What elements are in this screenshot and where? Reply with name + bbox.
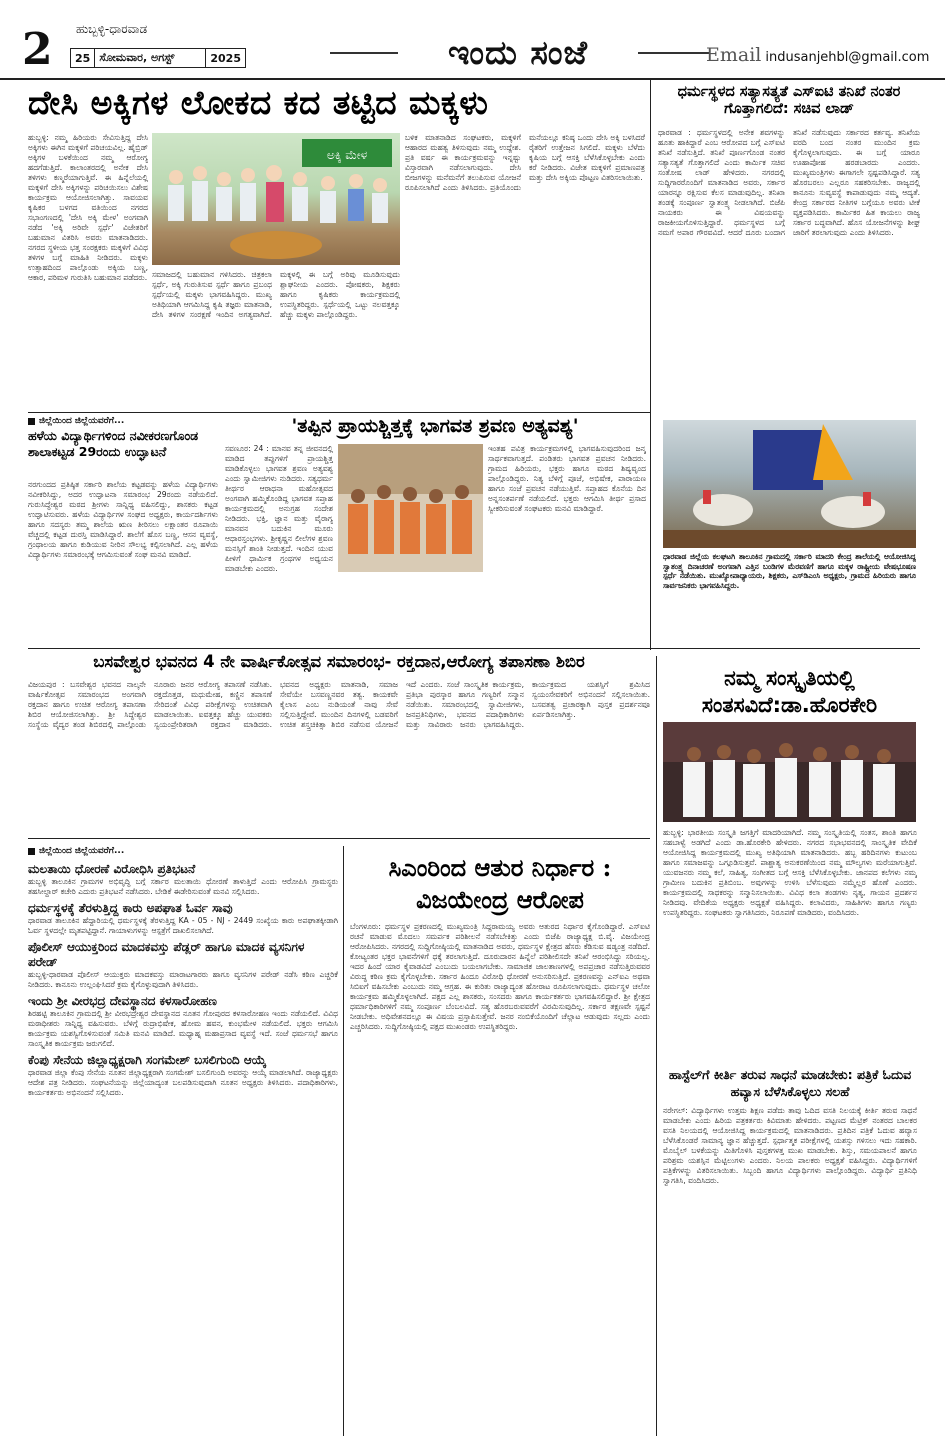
bhagavata-headline: 'ತಪ್ಪಿನ ಪ್ರಾಯಶ್ಚಿತ್ತಕ್ಕೆ ಭಾಗವತ ಶ್ರವಣ ಅತ್ಯವಶ್ಯ' [291, 415, 579, 437]
brief-body: ಶಿರಹಟ್ಟಿ ತಾಲೂಕಿನ ಗ್ರಾಮದಲ್ಲಿ ಶ್ರೀ ವೀರಭದ್ರೇಶ್ವರ ದೇವಸ್ಥಾನದ ನೂತನ ಗೋಪುರದ ಕಳಸಾರೋಹಣ ಇಂದು ನಡೆಯಲಿದೆ. ವಿವಿಧ ಮಠಾಧೀಶರು ಸಾನ್ನಿಧ್ಯ ವಹಿಸುವರು. ಬೆಳಿಗ್ಗೆ ರುದ್ರಾಭಿಷೇಕ, ಹೋಮ ಹವನ, ಕುಂಭಮೇಳ ನಡೆಯಲಿದೆ. ಭಕ್ತರು ಆಗಮಿಸಿ ಕಾರ್ಯಕ್ರಮ ಯಶಸ್ವಿಗೊಳಿಸುವಂತೆ ಸಮಿತಿ ಮನವಿ ಮಾಡಿದೆ. ಮಧ್ಯಾಹ್ನ ಮಹಾಪ್ರಸಾದ ವ್ಯವಸ್ಥೆ ಇದೆ. ಸಂಜೆ ಧರ್ಮಸಭೆ ಹಾಗೂ ಸಾಂಸ್ಕೃತಿಕ ಕಾರ್ಯಕ್ರಮ ಜರುಗಲಿದೆ. [28, 1009, 338, 1048]
brief-headline: ಪೊಲೀಸ್ ಆಯುಕ್ತರಿಂದ ಮಾದಕವಸ್ತು ಪೆಡ್ಲರ್ ಹಾಗೂ ಮಾದಕ ವ್ಯಸನಿಗಳ ಪರೇಡ್ [28, 940, 305, 969]
section-rule [28, 648, 920, 649]
bullet-icon [28, 848, 35, 855]
basaveshwara-body: ವಿಜಯಪುರ : ಬಸವೇಶ್ವರ ಭವನದ ನಾಲ್ಕನೇ ವಾರ್ಷಿಕೋತ್ಸವ ಸಮಾರಂಭದ ಅಂಗವಾಗಿ ರಕ್ತದಾನ ಹಾಗೂ ಉಚಿತ ಆರೋಗ್ಯ ತಪಾಸಣಾ ಶಿಬಿರ ಆಯೋಜಿಸಲಾಗಿತ್ತು. ಶ್ರೀ ಸಿದ್ಧೇಶ್ವರ ಸಂಸ್ಥೆಯ ವೈದ್ಯರ ತಂಡ ಶಿಬಿರದಲ್ಲಿ ಪಾಲ್ಗೊಂಡು ನೂರಾರು ಜನರ ಆರೋಗ್ಯ ತಪಾಸಣೆ ನಡೆಸಿತು. ರಕ್ತದೊತ್ತಡ, ಮಧುಮೇಹ, ಕಣ್ಣಿನ ತಪಾಸಣೆ ಸೇರಿದಂತೆ ವಿವಿಧ ಪರೀಕ್ಷೆಗಳನ್ನು ಉಚಿತವಾಗಿ ಮಾಡಲಾಯಿತು. ಐವತ್ತಕ್ಕೂ ಹೆಚ್ಚು ಯುವಕರು ಸ್ವಯಂಪ್ರೇರಿತರಾಗಿ ರಕ್ತದಾನ ಮಾಡಿದರು. ಭವನದ ಅಧ್ಯಕ್ಷರು ಮಾತನಾಡಿ, ಸಮಾಜ ಸೇವೆಯೇ ಬಸವಣ್ಣನವರ ತತ್ವ. ಕಾಯಕವೇ ಕೈಲಾಸ ಎಂಬ ನುಡಿಯಂತೆ ನಾವು ಸೇವೆ ಸಲ್ಲಿಸುತ್ತಿದ್ದೇವೆ. ಮುಂದಿನ ದಿನಗಳಲ್ಲಿ ಬಡವರಿಗೆ ಉಚಿತ ಶಸ್ತ್ರಚಿಕಿತ್ಸಾ ಶಿಬಿರ ನಡೆಸುವ ಯೋಜನೆ ಇದೆ ಎಂದರು. ಸಂಜೆ ಸಾಂಸ್ಕೃತಿಕ ಕಾರ್ಯಕ್ರಮ, ಪ್ರತಿಭಾ ಪುರಸ್ಕಾರ ಹಾಗೂ ಗಣ್ಯರಿಗೆ ಸನ್ಮಾನ ನಡೆಯಿತು. ಸಮಾರಂಭದಲ್ಲಿ ಸ್ವಾಮೀಜಿಗಳು, ಜನಪ್ರತಿನಿಧಿಗಳು, ಭವನದ ಪದಾಧಿಕಾರಿಗಳು ಮತ್ತು ಸಾವಿರಾರು ಜನರು ಭಾಗವಹಿಸಿದ್ದರು. ಕಾರ್ಯಕ್ರಮದ ಯಶಸ್ಸಿಗೆ ಶ್ರಮಿಸಿದ ಸ್ವಯಂಸೇವಕರಿಗೆ ಅಭಿನಂದನೆ ಸಲ್ಲಿಸಲಾಯಿತು. ಬಸವತತ್ವ ಪ್ರಚಾರಕ್ಕಾಗಿ ಪುಸ್ತಕ ಪ್ರದರ್ಶನವೂ ಏರ್ಪಡಿಸಲಾಗಿತ್ತು. [28, 680, 650, 729]
date-year: 2025 [205, 49, 245, 67]
paper-name: ಇಂದು ಸಂಜೆ [447, 33, 588, 72]
banner-text: ಅಕ್ಕಿ ಮೇಳ [326, 148, 368, 162]
column-divider [343, 846, 344, 1436]
brief-body: ಹುಬ್ಬಳ್ಳಿ-ಧಾರವಾಡ ಪೊಲೀಸ್ ಆಯುಕ್ತರು ಮಾದಕವಸ್ತು ಮಾರಾಟಗಾರರು ಹಾಗೂ ವ್ಯಸನಿಗಳ ಪರೇಡ್ ನಡೆಸಿ ಕಠಿಣ ಎಚ್ಚರಿಕೆ ನೀಡಿದರು. ಕಾನೂನು ಉಲ್ಲಂಘಿಸಿದರೆ ಕ್ರಮ ಕೈಗೊಳ್ಳುವುದಾಗಿ ತಿಳಿಸಿದರು. [28, 970, 338, 989]
section-label: ಜಿಲ್ಲೆಯಿಂದ ಜಿಲ್ಲೆಯವರೆಗೆ... [39, 846, 125, 856]
email-address[interactable]: indusanjehbl@gmail.com [765, 50, 930, 65]
date-week-month: ಸೋಮವಾರ, ಅಗಸ್ಟ್ [99, 51, 175, 64]
masthead [0, 0, 945, 80]
school-headline: ಹಳೆಯ ವಿದ್ಯಾರ್ಥಿಗಳಿಂದ ನವೀಕರಣಗೊಂಡ ಶಾಲಾಕಟ್ಟಡ 29ರಂದು ಉದ್ಘಾಟನೆ [28, 428, 199, 459]
date-day: 25 [71, 49, 95, 67]
brief-item [28, 862, 338, 897]
brief-body: ಹುಬ್ಬಳ್ಳಿ ತಾಲೂಕಿನ ಗ್ರಾಮಗಳ ಅಭಿವೃದ್ಧಿ ಬಗ್ಗೆ ಸರ್ಕಾರ ಮಲತಾಯಿ ಧೋರಣೆ ತಾಳುತ್ತಿದೆ ಎಂದು ಆರೋಪಿಸಿ ಗ್ರಾಮಸ್ಥರು ತಹಸೀಲ್ದಾರ್ ಕಚೇರಿ ಎದುರು ಪ್ರತಿಭಟನೆ ನಡೆಸಿದರು. ಬೇಡಿಕೆ ಈಡೇರಿಸುವಂತೆ ಮನವಿ ಸಲ್ಲಿಸಿದರು. [28, 877, 338, 896]
brief-item [28, 994, 338, 1049]
edition-city: ಹುಬ್ಬಳ್ಳಿ-ಧಾರವಾಡ [76, 22, 148, 36]
email-label: Email [706, 44, 762, 66]
brief-item [28, 901, 338, 936]
ox-cart-photo [663, 420, 916, 548]
cm-body: ಬೆಂಗಳೂರು: ಧರ್ಮಸ್ಥಳ ಪ್ರಕರಣದಲ್ಲಿ ಮುಖ್ಯಮಂತ್ರಿ ಸಿದ್ದರಾಮಯ್ಯ ಅವರು ಆತುರದ ನಿರ್ಧಾರ ಕೈಗೊಂಡಿದ್ದಾರೆ. ಎಸ್‌ಐಟಿ ರಚನೆ ಮಾಡುವ ಮೊದಲು ಸಮರ್ಪಕ ಪರಿಶೀಲನೆ ನಡೆಸಬೇಕಿತ್ತು ಎಂದು ಬಿಜೆಪಿ ರಾಜ್ಯಾಧ್ಯಕ್ಷ ಬಿ.ವೈ. ವಿಜಯೇಂದ್ರ ಆರೋಪಿಸಿದರು. ನಗರದಲ್ಲಿ ಸುದ್ದಿಗೋಷ್ಠಿಯಲ್ಲಿ ಮಾತನಾಡಿದ ಅವರು, ಧರ್ಮಸ್ಥಳ ಕ್ಷೇತ್ರದ ಹೆಸರು ಕೆಡಿಸುವ ಷಡ್ಯಂತ್ರ ನಡೆದಿದೆ. ಕೋಟ್ಯಂತರ ಭಕ್ತರ ಭಾವನೆಗಳಿಗೆ ಧಕ್ಕೆ ತರಲಾಗುತ್ತಿದೆ. ದೂರುದಾರನ ಹಿನ್ನೆಲೆ ಪರಿಶೀಲಿಸದೇ ತನಿಖೆ ಆರಂಭಿಸಿದ್ದು ಸರಿಯಲ್ಲ. ಇದರ ಹಿಂದೆ ಯಾರ ಕೈವಾಡವಿದೆ ಎಂಬುದು ಬಯಲಾಗಬೇಕು. ಸಾಮಾಜಿಕ ಜಾಲತಾಣಗಳಲ್ಲಿ ಅಪಪ್ರಚಾರ ನಡೆಸುತ್ತಿರುವವರ ವಿರುದ್ಧ ಕಠಿಣ ಕ್ರಮ ಕೈಗೊಳ್ಳಬೇಕು. ಸರ್ಕಾರ ಹಿಂದೂ ವಿರೋಧಿ ಧೋರಣೆ ಅನುಸರಿಸುತ್ತಿದೆ. ಪ್ರಕರಣವನ್ನು ಎನ್‌ಐಎ ಅಥವಾ ಸಿಬಿಐಗೆ ವಹಿಸಬೇಕು ಎಂಬುದು ನಮ್ಮ ಆಗ್ರಹ. ಈ ಕುರಿತು ರಾಜ್ಯಾದ್ಯಂತ ಹೋರಾಟ ರೂಪಿಸಲಾಗುವುದು. ಧರ್ಮಸ್ಥಳ ಚಲೋ ಕಾರ್ಯಕ್ರಮ ಹಮ್ಮಿಕೊಳ್ಳಲಾಗಿದೆ. ಪಕ್ಷದ ಎಲ್ಲ ಶಾಸಕರು, ಸಂಸದರು ಹಾಗೂ ಕಾರ್ಯಕರ್ತರು ಭಾಗವಹಿಸಲಿದ್ದಾರೆ. ಶ್ರೀ ಕ್ಷೇತ್ರದ ಧರ್ಮಾಧಿಕಾರಿಗಳಿಗೆ ನಮ್ಮ ಸಂಪೂರ್ಣ ಬೆಂಬಲವಿದೆ. ಸತ್ಯ ಹೊರಬರುವವರೆಗೆ ವಿರಮಿಸುವುದಿಲ್ಲ. ಸರ್ಕಾರ ತಕ್ಷಣವೇ ಸ್ಪಷ್ಟನೆ ನೀಡಬೇಕು. ಅಧಿವೇಶನದಲ್ಲೂ ಈ ವಿಷಯ ಪ್ರಸ್ತಾಪಿಸುತ್ತೇವೆ. ಜನರ ನಂಬಿಕೆಯೊಂದಿಗೆ ಚೆಲ್ಲಾಟ ಆಡುವುದು ಸಲ್ಲದು ಎಂದು ಎಚ್ಚರಿಸಿದರು. ಸುದ್ದಿಗೋಷ್ಠಿಯಲ್ಲಿ ಪಕ್ಷದ ಮುಖಂಡರು ಉಪಸ್ಥಿತರಿದ್ದರು. [350, 922, 650, 1031]
school-section-tag [28, 416, 124, 426]
ox-cart-caption: ಧಾರವಾಡ ಜಿಲ್ಲೆಯ ಕಲಘಟಗಿ ತಾಲೂಕಿನ ಗ್ರಾಮದಲ್ಲಿ ಸರ್ಕಾರಿ ಮಾದರಿ ಕೇಂದ್ರ ಶಾಲೆಯಲ್ಲಿ ಆಯೋಜಿಸಿದ್ದ ಸ್ವಾತಂತ್ರ್ಯ ದಿನಾಚರಣೆ ಅಂಗವಾಗಿ ಎತ್ತಿನ ಬಂಡಿಗಳ ಮೆರವಣಿಗೆ ಹಾಗೂ ಮಕ್ಕಳ ರಾಷ್ಟ್ರೀಯ ವೇಷಭೂಷಣ ಸ್ಪರ್ಧೆ ನಡೆಯಿತು. ಮುಖ್ಯೋಪಾಧ್ಯಾಯರು, ಶಿಕ್ಷಕರು, ಎಸ್‌ಡಿಎಂಸಿ ಅಧ್ಯಕ್ಷರು, ಗ್ರಾಮದ ಹಿರಿಯರು ಹಾಗೂ ಸಾರ್ವಜನಿಕರು ಭಾಗವಹಿಸಿದ್ದರು. [663, 552, 916, 590]
brief-headline: ಕೆಂಪು ಸೇನೆಯ ಜಿಲ್ಲಾಧ್ಯಕ್ಷರಾಗಿ ಸಂಗಮೇಶ್ ಬಸಲಿಗುಂದಿ ಆಯ್ಕೆ [28, 1053, 267, 1067]
brief-headline: ಧರ್ಮಸ್ಥಳಕ್ಕೆ ತೆರಳುತ್ತಿದ್ದ ಕಾರು ಅಪಘಾತ ಓರ್ವ ಸಾವು [28, 901, 233, 915]
hostel-headline: ಹಾಸ್ಟೆಲ್‌ಗೆ ಕೀರ್ತಿ ತರುವ ಸಾಧನೆ ಮಾಡಬೇಕು: ಪತ್ರಿಕೆ ಓದುವ ಹವ್ಯಾಸ ಬೆಳೆಸಿಕೊಳ್ಳಲು ಸಲಹೆ [668, 1067, 912, 1099]
bhagavata-photo [338, 444, 483, 572]
culture-photo [663, 722, 916, 822]
main-body-mid: ಸಮಾಜದಲ್ಲಿ ಬಹುಮಾನ ಗಳಿಸಿದರು. ಚಿತ್ರಕಲಾ ಸ್ಪರ್ಧೆ, ಅಕ್ಕಿ ಗುರುತಿಸುವ ಸ್ಪರ್ಧೆ ಹಾಗೂ ಪ್ರಬಂಧ ಸ್ಪರ್ಧೆಯಲ್ಲಿ ಮಕ್ಕಳು ಭಾಗವಹಿಸಿದ್ದರು. ಮುಖ್ಯ ಅತಿಥಿಯಾಗಿ ಆಗಮಿಸಿದ್ದ ಕೃಷಿ ತಜ್ಞರು ಮಾತನಾಡಿ, ದೇಸಿ ತಳಿಗಳ ಸಂರಕ್ಷಣೆ ಇಂದಿನ ಅಗತ್ಯವಾಗಿದೆ. ಮಕ್ಕಳಲ್ಲಿ ಈ ಬಗ್ಗೆ ಅರಿವು ಮೂಡಿಸುವುದು ಶ್ಲಾಘನೀಯ ಎಂದರು. ಪೋಷಕರು, ಶಿಕ್ಷಕರು ಹಾಗೂ ಕೃಷಿಕರು ಕಾರ್ಯಕ್ರಮದಲ್ಲಿ ಉಪಸ್ಥಿತರಿದ್ದರು. ಸ್ಪರ್ಧೆಯಲ್ಲಿ ಒಟ್ಟು ನಲವತ್ತಕ್ಕೂ ಹೆಚ್ಚು ಮಕ್ಕಳು ಪಾಲ್ಗೊಂಡಿದ್ದರು. [152, 270, 400, 319]
brief-body: ಧಾರವಾಡ ಜಿಲ್ಲಾ ಕೆಂಪು ಸೇನೆಯ ನೂತನ ಜಿಲ್ಲಾಧ್ಯಕ್ಷರಾಗಿ ಸಂಗಮೇಶ್ ಬಸಲಿಗುಂದಿ ಅವರನ್ನು ಆಯ್ಕೆ ಮಾಡಲಾಗಿದೆ. ರಾಜ್ಯಾಧ್ಯಕ್ಷರು ಆದೇಶ ಪತ್ರ ನೀಡಿದರು. ಸಂಘಟನೆಯನ್ನು ಜಿಲ್ಲೆಯಾದ್ಯಂತ ಬಲಪಡಿಸುವುದಾಗಿ ನೂತನ ಅಧ್ಯಕ್ಷರು ತಿಳಿಸಿದರು. ಪದಾಧಿಕಾರಿಗಳು, ಕಾರ್ಯಕರ್ತರು ಅಭಿನಂದನೆ ಸಲ್ಲಿಸಿದರು. [28, 1068, 338, 1097]
section-rule [28, 838, 650, 839]
photo-art [152, 133, 400, 265]
photo-art [663, 420, 916, 548]
brief-item [28, 940, 338, 990]
dharmasthala-body: ಧಾರವಾಡ : ಧರ್ಮಸ್ಥಳದಲ್ಲಿ ಅನೇಕ ಶವಗಳನ್ನು ಹೂತು ಹಾಕಿದ್ದಾರೆ ಎಂಬ ಆರೋಪದ ಬಗ್ಗೆ ಎಸ್‌ಐಟಿ ತನಿಖೆ ನಡೆಸುತ್ತಿದೆ. ತನಿಖೆ ಪೂರ್ಣಗೊಂಡ ನಂತರ ಸತ್ಯಾಸತ್ಯತೆ ಗೊತ್ತಾಗಲಿದೆ ಎಂದು ಕಾರ್ಮಿಕ ಸಚಿವ ಸಂತೋಷ ಲಾಡ್ ಹೇಳಿದರು. ನಗರದಲ್ಲಿ ಸುದ್ದಿಗಾರರೊಂದಿಗೆ ಮಾತನಾಡಿದ ಅವರು, ಸರ್ಕಾರ ಯಾರನ್ನೂ ರಕ್ಷಿಸುವ ಕೆಲಸ ಮಾಡುವುದಿಲ್ಲ. ತನಿಖಾ ತಂಡಕ್ಕೆ ಸಂಪೂರ್ಣ ಸ್ವಾತಂತ್ರ್ಯ ನೀಡಲಾಗಿದೆ. ಬಿಜೆಪಿ ನಾಯಕರು ಈ ವಿಷಯವನ್ನು ರಾಜಕೀಯಗೊಳಿಸುತ್ತಿದ್ದಾರೆ. ಧರ್ಮಸ್ಥಳದ ಬಗ್ಗೆ ನಮಗೆ ಅಪಾರ ಗೌರವವಿದೆ. ಆದರೆ ದೂರು ಬಂದಾಗ ತನಿಖೆ ನಡೆಸುವುದು ಸರ್ಕಾರದ ಕರ್ತವ್ಯ. ತನಿಖೆಯ ವರದಿ ಬಂದ ನಂತರ ಮುಂದಿನ ಕ್ರಮ ಕೈಗೊಳ್ಳಲಾಗುವುದು. ಈ ಬಗ್ಗೆ ಯಾರೂ ಊಹಾಪೋಹ ಹರಡಬಾರದು ಎಂದರು. ಮುಖ್ಯಮಂತ್ರಿಗಳು ಈಗಾಗಲೇ ಸ್ಪಷ್ಟಪಡಿಸಿದ್ದಾರೆ. ಸತ್ಯ ಹೊರಬರಲು ಎಲ್ಲರೂ ಸಹಕರಿಸಬೇಕು. ರಾಜ್ಯದಲ್ಲಿ ಕಾನೂನು ಸುವ್ಯವಸ್ಥೆ ಕಾಪಾಡುವುದು ನಮ್ಮ ಆದ್ಯತೆ. ಕೇಂದ್ರ ಸರ್ಕಾರದ ನೀತಿಗಳ ಬಗ್ಗೆಯೂ ಅವರು ಟೀಕೆ ವ್ಯಕ್ತಪಡಿಸಿದರು. ಕಾರ್ಮಿಕರ ಹಿತ ಕಾಯಲು ರಾಜ್ಯ ಸರ್ಕಾರ ಬದ್ಧವಾಗಿದೆ. ಹೊಸ ಯೋಜನೆಗಳನ್ನು ಶೀಘ್ರ ಜಾರಿಗೆ ತರಲಾಗುವುದು ಎಂದು ತಿಳಿಸಿದರು. [658, 128, 920, 237]
hostel-body: ನರೇಗಲ್: ವಿದ್ಯಾರ್ಥಿಗಳು ಉತ್ತಮ ಶಿಕ್ಷಣ ಪಡೆದು ತಾವು ಓದಿದ ವಸತಿ ನಿಲಯಕ್ಕೆ ಕೀರ್ತಿ ತರುವ ಸಾಧನೆ ಮಾಡಬೇಕು ಎಂದು ಹಿರಿಯ ಪತ್ರಕರ್ತರು ಕಿವಿಮಾತು ಹೇಳಿದರು. ಪಟ್ಟಣದ ಮೆಟ್ರಿಕ್ ನಂತರದ ಬಾಲಕರ ವಸತಿ ನಿಲಯದಲ್ಲಿ ಆಯೋಜಿಸಿದ್ದ ಕಾರ್ಯಕ್ರಮದಲ್ಲಿ ಮಾತನಾಡಿದರು. ಪ್ರತಿದಿನ ಪತ್ರಿಕೆ ಓದುವ ಹವ್ಯಾಸ ಬೆಳೆಸಿಕೊಂಡರೆ ಸಾಮಾನ್ಯ ಜ್ಞಾನ ಹೆಚ್ಚುತ್ತದೆ. ಸ್ಪರ್ಧಾತ್ಮಕ ಪರೀಕ್ಷೆಗಳಲ್ಲಿ ಯಶಸ್ಸು ಗಳಿಸಲು ಇದು ಸಹಕಾರಿ. ಮೊಬೈಲ್ ಬಳಕೆಯನ್ನು ಮಿತಿಗೊಳಿಸಿ ಪುಸ್ತಕಗಳತ್ತ ಮುಖ ಮಾಡಬೇಕು. ಶಿಸ್ತು, ಸಮಯಪಾಲನೆ ಹಾಗೂ ಪರಿಶ್ರಮ ಯಶಸ್ಸಿನ ಮೆಟ್ಟಿಲುಗಳು ಎಂದರು. ನಿಲಯ ಪಾಲಕರು ಅಧ್ಯಕ್ಷತೆ ವಹಿಸಿದ್ದರು. ವಿದ್ಯಾರ್ಥಿಗಳಿಗೆ ಪತ್ರಿಕೆಗಳನ್ನು ವಿತರಿಸಲಾಯಿತು. ಸಿಬ್ಬಂದಿ ಹಾಗೂ ವಿದ್ಯಾರ್ಥಿಗಳು ಪಾಲ್ಗೊಂಡಿದ್ದರು. ವಿದ್ಯಾರ್ಥಿ ಪ್ರತಿನಿಧಿ ಸ್ವಾಗತಿಸಿ, ವಂದಿಸಿದರು. [663, 1106, 917, 1185]
bhagavata-body-left: ಸವಣೂರ: 24 : ಮಾನವ ತನ್ನ ಜೀವನದಲ್ಲಿ ಮಾಡಿದ ತಪ್ಪುಗಳಿಗೆ ಪ್ರಾಯಶ್ಚಿತ್ತ ಮಾಡಿಕೊಳ್ಳಲು ಭಾಗವತ ಶ್ರವಣ ಅತ್ಯವಶ್ಯ ಎಂದು ಸ್ವಾಮೀಜಿಗಳು ನುಡಿದರು. ಸತ್ಯಧರ್ಮ ತೀರ್ಥರ ಆರಾಧನಾ ಮಹೋತ್ಸವದ ಅಂಗವಾಗಿ ಹಮ್ಮಿಕೊಂಡಿದ್ದ ಭಾಗವತ ಸಪ್ತಾಹ ಕಾರ್ಯಕ್ರಮದಲ್ಲಿ ಅನುಗ್ರಹ ಸಂದೇಶ ನೀಡಿದರು. ಭಕ್ತಿ, ಜ್ಞಾನ ಮತ್ತು ವೈರಾಗ್ಯ ಮಾನವನ ಬದುಕಿನ ಮೂರು ಆಧಾರಸ್ತಂಭಗಳು. ಶ್ರೀಕೃಷ್ಣನ ಲೀಲೆಗಳ ಶ್ರವಣ ಮನಸ್ಸಿಗೆ ಶಾಂತಿ ನೀಡುತ್ತದೆ. ಇಂದಿನ ಯುವ ಪೀಳಿಗೆ ಧಾರ್ಮಿಕ ಗ್ರಂಥಗಳ ಅಧ್ಯಯನ ಮಾಡಬೇಕು ಎಂದರು. [225, 444, 333, 573]
photo-art [663, 722, 916, 822]
basaveshwara-headline: ಬಸವೇಶ್ವರ ಭವನದ 4 ನೇ ವಾರ್ಷಿಕೋತ್ಸವ ಸಮಾರಂಭ- ರಕ್ತದಾನ,ಆರೋಗ್ಯ ತಪಾಸಣಾ ಶಿಬಿರ [93, 652, 585, 671]
photo-art [338, 444, 483, 572]
brief-headline: ಮಲತಾಯಿ ಧೋರಣೆ ವಿರೋಧಿಸಿ ಪ್ರತಿಭಟನೆ [28, 862, 196, 876]
dateline [70, 48, 246, 68]
section-label: ಜಿಲ್ಲೆಯಿಂದ ಜಿಲ್ಲೆಯವರೆಗೆ... [39, 416, 125, 426]
brief-body: ಧಾರವಾಡ ತಾಲೂಕಿನ ಹೆದ್ದಾರಿಯಲ್ಲಿ ಧರ್ಮಸ್ಥಳಕ್ಕೆ ತೆರಳುತ್ತಿದ್ದ KA - 05 - NJ - 2449 ಸಂಖ್ಯೆಯ ಕಾರು ಅಪಘಾತಕ್ಕೀಡಾಗಿ ಓರ್ವ ಸ್ಥಳದಲ್ಲೇ ಮೃತಪಟ್ಟಿದ್ದಾನೆ. ಗಾಯಾಳುಗಳನ್ನು ಆಸ್ಪತ್ರೆಗೆ ದಾಖಲಿಸಲಾಗಿದೆ. [28, 916, 338, 935]
culture-headline: ನಮ್ಮ ಸಂಸ್ಕೃತಿಯಲ್ಲಿ ಸಂತಸವಿದೆ:ಡಾ.ಹೊರಕೇರಿ [701, 666, 878, 717]
main-photo-children [152, 133, 400, 265]
email-box [706, 44, 929, 66]
culture-body: ಹುಬ್ಬಳ್ಳಿ: ಭಾರತೀಯ ಸಂಸ್ಕೃತಿ ಜಗತ್ತಿಗೆ ಮಾದರಿಯಾಗಿದೆ. ನಮ್ಮ ಸಂಸ್ಕೃತಿಯಲ್ಲಿ ಸಂತಸ, ಶಾಂತಿ ಹಾಗೂ ಸಹಬಾಳ್ವೆ ಅಡಗಿದೆ ಎಂದು ಡಾ.ಹೊರಕೇರಿ ಹೇಳಿದರು. ನಗರದ ಸಭಾಭವನದಲ್ಲಿ ಸಾಂಸ್ಕೃತಿಕ ವೇದಿಕೆ ಆಯೋಜಿಸಿದ್ದ ಕಾರ್ಯಕ್ರಮದಲ್ಲಿ ಮುಖ್ಯ ಅತಿಥಿಯಾಗಿ ಮಾತನಾಡಿದರು. ಹಬ್ಬ ಹರಿದಿನಗಳು ಕುಟುಂಬ ಹಾಗೂ ಸಮಾಜವನ್ನು ಒಗ್ಗೂಡಿಸುತ್ತವೆ. ಪಾಶ್ಚಾತ್ಯ ಅನುಕರಣೆಯಿಂದ ನಮ್ಮ ಮೌಲ್ಯಗಳು ಮರೆಯಾಗುತ್ತಿವೆ. ಯುವಜನರು ನಮ್ಮ ಕಲೆ, ಸಾಹಿತ್ಯ, ಸಂಗೀತದ ಬಗ್ಗೆ ಆಸಕ್ತಿ ಬೆಳೆಸಿಕೊಳ್ಳಬೇಕು. ಜಾನಪದ ಕಲೆಗಳು ನಮ್ಮ ಗ್ರಾಮೀಣ ಬದುಕಿನ ಪ್ರತಿಬಿಂಬ. ಅವುಗಳನ್ನು ಉಳಿಸಿ ಬೆಳೆಸುವುದು ನಮ್ಮೆಲ್ಲರ ಹೊಣೆ ಎಂದರು. ಕಾರ್ಯಕ್ರಮದಲ್ಲಿ ಸಾಧಕರನ್ನು ಸನ್ಮಾನಿಸಲಾಯಿತು. ವಿವಿಧ ಕಲಾ ತಂಡಗಳು ನೃತ್ಯ, ಗಾಯನ ಪ್ರದರ್ಶನ ನೀಡಿದವು. ವೇದಿಕೆಯ ಅಧ್ಯಕ್ಷರು ಅಧ್ಯಕ್ಷತೆ ವಹಿಸಿದ್ದರು. ಕಲಾವಿದರು, ಸಾಹಿತಿಗಳು ಹಾಗೂ ಗಣ್ಯರು ಉಪಸ್ಥಿತರಿದ್ದರು. ಸಂಘಟಕರು ಸ್ವಾಗತಿಸಿದರು, ನಿರೂಪಣೆ ಮಾಡಿದರು, ವಂದಿಸಿದರು. [663, 828, 917, 917]
school-body: ನರಗುಂದದ ಪ್ರತಿಷ್ಠಿತ ಸರ್ಕಾರಿ ಶಾಲೆಯ ಕಟ್ಟಡವನ್ನು ಹಳೆಯ ವಿದ್ಯಾರ್ಥಿಗಳು ನವೀಕರಿಸಿದ್ದು, ಅದರ ಉದ್ಘಾಟನಾ ಸಮಾರಂಭ 29ರಂದು ನಡೆಯಲಿದೆ. ಗುರುಸಿದ್ಧೇಶ್ವರ ಮಠದ ಶ್ರೀಗಳು ಸಾನ್ನಿಧ್ಯ ವಹಿಸಲಿದ್ದು, ಶಾಸಕರು ಕಟ್ಟಡ ಉದ್ಘಾಟಿಸುವರು. ಹಳೆಯ ವಿದ್ಯಾರ್ಥಿಗಳ ಸಂಘದ ಅಧ್ಯಕ್ಷರು, ಕಾರ್ಯದರ್ಶಿಗಳು ಹಾಗೂ ಸದಸ್ಯರು ತಮ್ಮ ಶಾಲೆಯ ಋಣ ತೀರಿಸಲು ಲಕ್ಷಾಂತರ ರೂಪಾಯಿ ವೆಚ್ಚದಲ್ಲಿ ಕಟ್ಟಡ ದುರಸ್ತಿ ಮಾಡಿಸಿದ್ದಾರೆ. ಶಾಲೆಗೆ ಹೊಸ ಬಣ್ಣ, ಆಸನ ವ್ಯವಸ್ಥೆ, ಗ್ರಂಥಾಲಯ ಹಾಗೂ ಕುಡಿಯುವ ನೀರಿನ ಸೌಲಭ್ಯ ಕಲ್ಪಿಸಲಾಗಿದೆ. ಎಲ್ಲ ಹಳೆಯ ವಿದ್ಯಾರ್ಥಿಗಳು ಸಮಾರಂಭಕ್ಕೆ ಆಗಮಿಸುವಂತೆ ಸಂಘ ಮನವಿ ಮಾಡಿದೆ. [28, 480, 218, 559]
main-body-right: ಬಳಿಕ ಮಾತನಾಡಿದ ಸಂಘಟಕರು, ಮಕ್ಕಳಿಗೆ ಆಹಾರದ ಮಹತ್ವ ತಿಳಿಸುವುದು ನಮ್ಮ ಉದ್ದೇಶ. ಪ್ರತಿ ವರ್ಷ ಈ ಕಾರ್ಯಕ್ರಮವನ್ನು ಇನ್ನಷ್ಟು ವಿಸ್ತಾರವಾಗಿ ನಡೆಸಲಾಗುವುದು. ದೇಸಿ ಬೀಜಗಳನ್ನು ಮನೆಮನೆಗೆ ತಲುಪಿಸುವ ಯೋಜನೆ ರೂಪಿಸಲಾಗಿದೆ ಎಂದು ತಿಳಿಸಿದರು. ಪ್ರತಿಯೊಂದು ಮನೆಯಲ್ಲೂ ಕನಿಷ್ಠ ಒಂದು ದೇಸಿ ಅಕ್ಕಿ ಬಳಸಿದರೆ ರೈತರಿಗೆ ಉತ್ತೇಜನ ಸಿಗಲಿದೆ. ಮಕ್ಕಳು ಬೆಳೆದು ಕೃಷಿಯ ಬಗ್ಗೆ ಆಸಕ್ತಿ ಬೆಳೆಸಿಕೊಳ್ಳಬೇಕು ಎಂದು ಕರೆ ನೀಡಿದರು. ವಿಜೇತ ಮಕ್ಕಳಿಗೆ ಪ್ರಮಾಣಪತ್ರ ಮತ್ತು ದೇಸಿ ಅಕ್ಕಿಯ ಪೊಟ್ಟಣ ವಿತರಿಸಲಾಯಿತು. [405, 133, 645, 192]
brief-headline: ಇಂದು ಶ್ರೀ ವೀರಭದ್ರ ದೇವಸ್ಥಾನದ ಕಳಸಾರೋಹಣ [28, 994, 217, 1008]
section-rule [28, 412, 650, 413]
bullet-icon [28, 418, 35, 425]
briefs-column [28, 862, 338, 1432]
paper-logo [398, 33, 638, 73]
cm-headline-line1: ಸಿಎಂರಿಂದ ಆತುರ ನಿರ್ಧಾರ : [388, 853, 612, 882]
column-divider [656, 656, 657, 1436]
briefs-section-tag [28, 846, 124, 856]
main-body-left: ಹುಬ್ಬಳ್ಳಿ: ನಮ್ಮ ಹಿರಿಯರು ಸೇವಿಸುತ್ತಿದ್ದ ದೇಸಿ ಅಕ್ಕಿಗಳು ಈಗಿನ ಮಕ್ಕಳಿಗೆ ಪರಿಚಯವಿಲ್ಲ. ಹೈಬ್ರಿಡ್ ಅಕ್ಕಿಗಳ ಬಳಕೆಯಿಂದ ನಮ್ಮ ಆರೋಗ್ಯ ಹದಗೆಡುತ್ತಿದೆ. ಕಾಲಾಂತರದಲ್ಲಿ ಅನೇಕ ದೇಸಿ ತಳಿಗಳು ಕಣ್ಮರೆಯಾಗುತ್ತಿವೆ. ಈ ಹಿನ್ನೆಲೆಯಲ್ಲಿ ಮಕ್ಕಳಿಗೆ ದೇಸಿ ಅಕ್ಕಿಗಳನ್ನು ಪರಿಚಯಿಸಲು ವಿಶೇಷ ಕಾರ್ಯಕ್ರಮ ಆಯೋಜಿಸಲಾಗಿತ್ತು. ಸಾವಯವ ಕೃಷಿಕರ ಬಳಗದ ವತಿಯಿಂದ ನಗರದ ಸಭಾಂಗಣದಲ್ಲಿ 'ದೇಸಿ ಅಕ್ಕಿ ಮೇಳ' ಅಂಗವಾಗಿ ನಡೆದ 'ಅಕ್ಕಿ ಅರಿವೇ ಸ್ಪರ್ಧೆ' ವಿಜೇತರಿಗೆ ಬಹುಮಾನ ವಿತರಿಸಿ ಅವರು ಮಾತನಾಡಿದರು. ನಗರದ ಸ್ಥಳೀಯ ಭತ್ತ ಸಂರಕ್ಷಕರು ಮಕ್ಕಳಿಗೆ ವಿವಿಧ ತಳಿಗಳ ಬಗ್ಗೆ ಮಾಹಿತಿ ನೀಡಿದರು. ಮಕ್ಕಳು ಉತ್ಸಾಹದಿಂದ ಪಾಲ್ಗೊಂಡು ಅಕ್ಕಿಯ ಬಣ್ಣ, ಆಕಾರ, ಪರಿಮಳ ಗುರುತಿಸಿ ಬಹುಮಾನ ಪಡೆದರು. [28, 133, 148, 282]
column-divider [650, 80, 651, 650]
brief-item [28, 1053, 338, 1098]
cm-headline-line2: ವಿಜಯೇಂದ್ರ ಆರೋಪ [416, 885, 584, 914]
bhagavata-body-right: ಇಂತಹ ಪವಿತ್ರ ಕಾರ್ಯಕ್ರಮಗಳಲ್ಲಿ ಭಾಗವಹಿಸುವುದರಿಂದ ಜನ್ಮ ಸಾರ್ಥಕವಾಗುತ್ತದೆ. ಪಂಡಿತರು ಭಾಗವತ ಪ್ರವಚನ ನೀಡಿದರು. ಗ್ರಾಮದ ಹಿರಿಯರು, ಭಕ್ತರು ಹಾಗೂ ಮಠದ ಶಿಷ್ಯವೃಂದ ಪಾಲ್ಗೊಂಡಿದ್ದರು. ನಿತ್ಯ ಬೆಳಿಗ್ಗೆ ಪೂಜೆ, ಅಭಿಷೇಕ, ಪಾರಾಯಣ ಹಾಗೂ ಸಂಜೆ ಪ್ರವಚನ ನಡೆಯುತ್ತಿವೆ. ಸಪ್ತಾಹದ ಕೊನೆಯ ದಿನ ಅನ್ನಸಂತರ್ಪಣೆ ನಡೆಯಲಿದೆ. ಭಕ್ತರು ಆಗಮಿಸಿ ತೀರ್ಥ ಪ್ರಸಾದ ಸ್ವೀಕರಿಸುವಂತೆ ಸಂಘಟಕರು ಮನವಿ ಮಾಡಿದ್ದಾರೆ. [488, 444, 646, 513]
main-headline: ದೇಸಿ ಅಕ್ಕಿಗಳ ಲೋಕದ ಕದ ತಟ್ಟಿದ ಮಕ್ಕಳು [28, 83, 489, 122]
page-number: 2 [22, 24, 53, 75]
dharmasthala-headline: ಧರ್ಮಸ್ಥಳದ ಸತ್ಯಾಸತ್ಯತೆ ಎಸ್‌ಐಟಿ ತನಿಖೆ ನಂತರ ಗೊತ್ತಾಗಲಿದೆ: ಸಚಿವ ಲಾಡ್ [677, 84, 901, 117]
